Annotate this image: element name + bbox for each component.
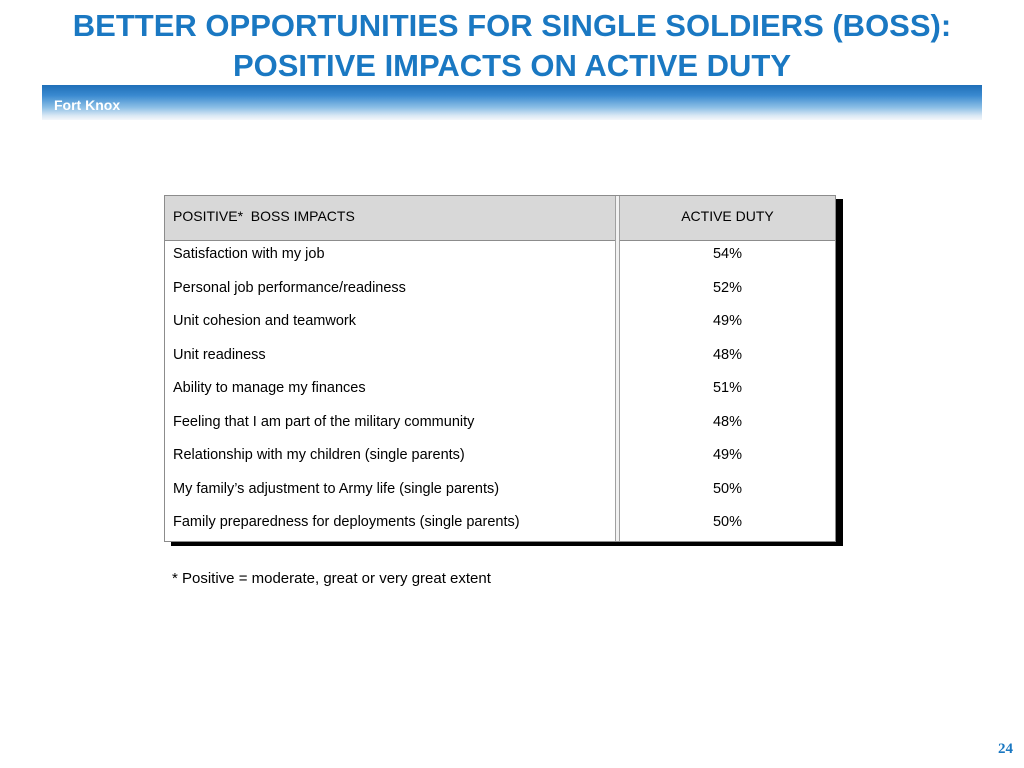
table-row: [165, 410, 835, 444]
row-label: Feeling that I am part of the military community: [173, 413, 475, 430]
table-header: [165, 196, 835, 241]
row-value: 50%: [712, 480, 743, 497]
title-line-2: POSITIVE IMPACTS ON ACTIVE DUTY: [232, 48, 792, 83]
table-row: [165, 242, 835, 276]
row-value: 48%: [712, 413, 743, 430]
row-value: 54%: [712, 246, 743, 262]
row-value: 52%: [712, 279, 743, 296]
row-label: Unit cohesion and teamwork: [173, 313, 356, 329]
table-row: [165, 309, 835, 343]
impacts-table: [164, 195, 836, 542]
table-row: [165, 343, 835, 377]
row-label: Family preparedness for deployments (single parents): [173, 514, 520, 530]
table-row: [165, 276, 835, 310]
row-value: 49%: [712, 313, 743, 329]
row-label: Satisfaction with my job: [173, 246, 325, 262]
title-line-1: BETTER OPPORTUNITIES FOR SINGLE SOLDIERS (BOSS):: [72, 8, 952, 43]
table-row: [165, 376, 835, 410]
row-label: My family’s adjustment to Army life (single parents): [173, 480, 500, 497]
header-impacts: POSITIVE* BOSS IMPACTS: [173, 208, 355, 224]
table-body: [165, 242, 835, 544]
footnote: * Positive = moderate, great or very great extent: [172, 570, 491, 587]
row-label: Unit readiness: [173, 346, 266, 363]
page-number: 24: [998, 741, 1013, 757]
header-active-duty: ACTIVE DUTY: [681, 208, 774, 224]
table-row: [165, 477, 835, 511]
row-label: Relationship with my children (single parents): [173, 447, 465, 463]
row-label: Personal job performance/readiness: [173, 279, 406, 296]
table-row: [165, 510, 835, 544]
row-value: 48%: [712, 346, 743, 363]
banner-label: Fort Knox: [54, 97, 121, 113]
row-value: 50%: [712, 514, 743, 530]
table-row: [165, 443, 835, 477]
row-value: 49%: [712, 447, 743, 463]
row-label: Ability to manage my finances: [173, 380, 366, 396]
slide-title: [0, 6, 1024, 86]
row-value: 51%: [712, 380, 743, 396]
location-banner: [42, 85, 982, 120]
impacts-table-wrapper: [164, 195, 843, 549]
